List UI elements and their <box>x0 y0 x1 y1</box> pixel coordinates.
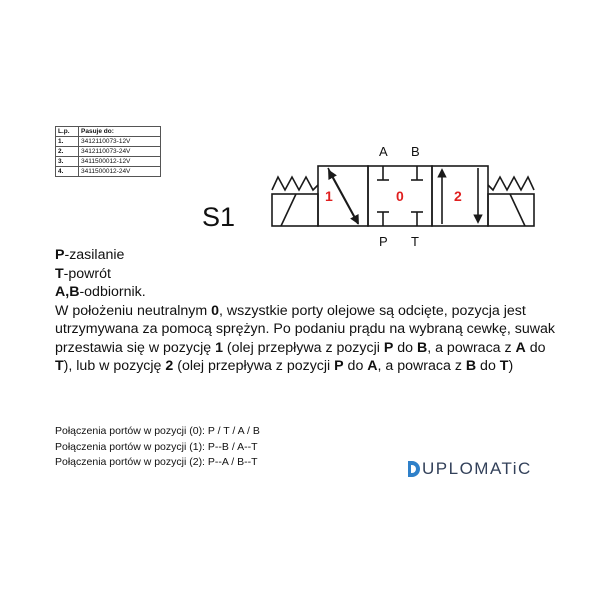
port-b-label: B <box>411 144 420 159</box>
legend-ab: A,B-odbiornik. <box>55 284 146 300</box>
duplomatic-logo <box>408 459 532 479</box>
table-cell-part: 3411500012-12V <box>79 157 161 167</box>
table-cell-lp: 3. <box>56 157 79 167</box>
left-solenoid-icon <box>272 194 318 226</box>
table-cell-lp: 2. <box>56 147 79 157</box>
legend-p: P-zasilanie <box>55 247 125 263</box>
right-solenoid-icon <box>488 194 534 226</box>
description <box>55 246 555 376</box>
table-cell-lp: 1. <box>56 137 79 147</box>
position-2-number: 2 <box>454 188 462 204</box>
table-cell-part: 3412110073-12V <box>79 137 161 147</box>
logo-d-icon <box>408 461 420 477</box>
connection-position-0: Połączenia portów w pozycji (0): P / T / A / B <box>55 425 260 437</box>
symbol-label: S1 <box>202 202 236 232</box>
port-t-label: T <box>411 234 419 249</box>
column-header-fits: Pasuje do: <box>79 127 161 137</box>
port-p-label: P <box>379 234 388 249</box>
logo-text: UPLOMATiC <box>422 459 532 478</box>
position-0-number: 0 <box>396 188 404 204</box>
port-a-label: A <box>379 144 388 159</box>
port-connections <box>55 424 375 471</box>
table-cell-part: 3411500012-24V <box>79 167 161 177</box>
table-cell-lp: 4. <box>56 167 79 177</box>
position-1-number: 1 <box>325 188 333 204</box>
connection-position-1: Połączenia portów w pozycji (1): P--B / A--T <box>55 440 258 453</box>
left-spring-icon <box>272 177 318 190</box>
operation-paragraph: W położeniu neutralnym 0, wszystkie porty olejowe są odcięte, pozycja jest utrzymywana za pomocą sprężyn. Po podaniu prądu na wybraną cewkę, suwak przestawia się w pozycję 1 (olej przepływa z pozycji P do B, a powraca z A do T), lub w pozycję 2 (olej przepływa z pozycji P do A, a powraca z B do T) <box>55 302 555 374</box>
legend-t: T-powrót <box>55 265 111 282</box>
table-cell-part: 3412110073-24V <box>79 147 161 157</box>
connection-position-2: Połączenia portów w pozycji (2): P--A / B--T <box>55 456 258 468</box>
right-spring-icon <box>488 177 534 190</box>
column-header-lp: L.p. <box>56 127 79 137</box>
